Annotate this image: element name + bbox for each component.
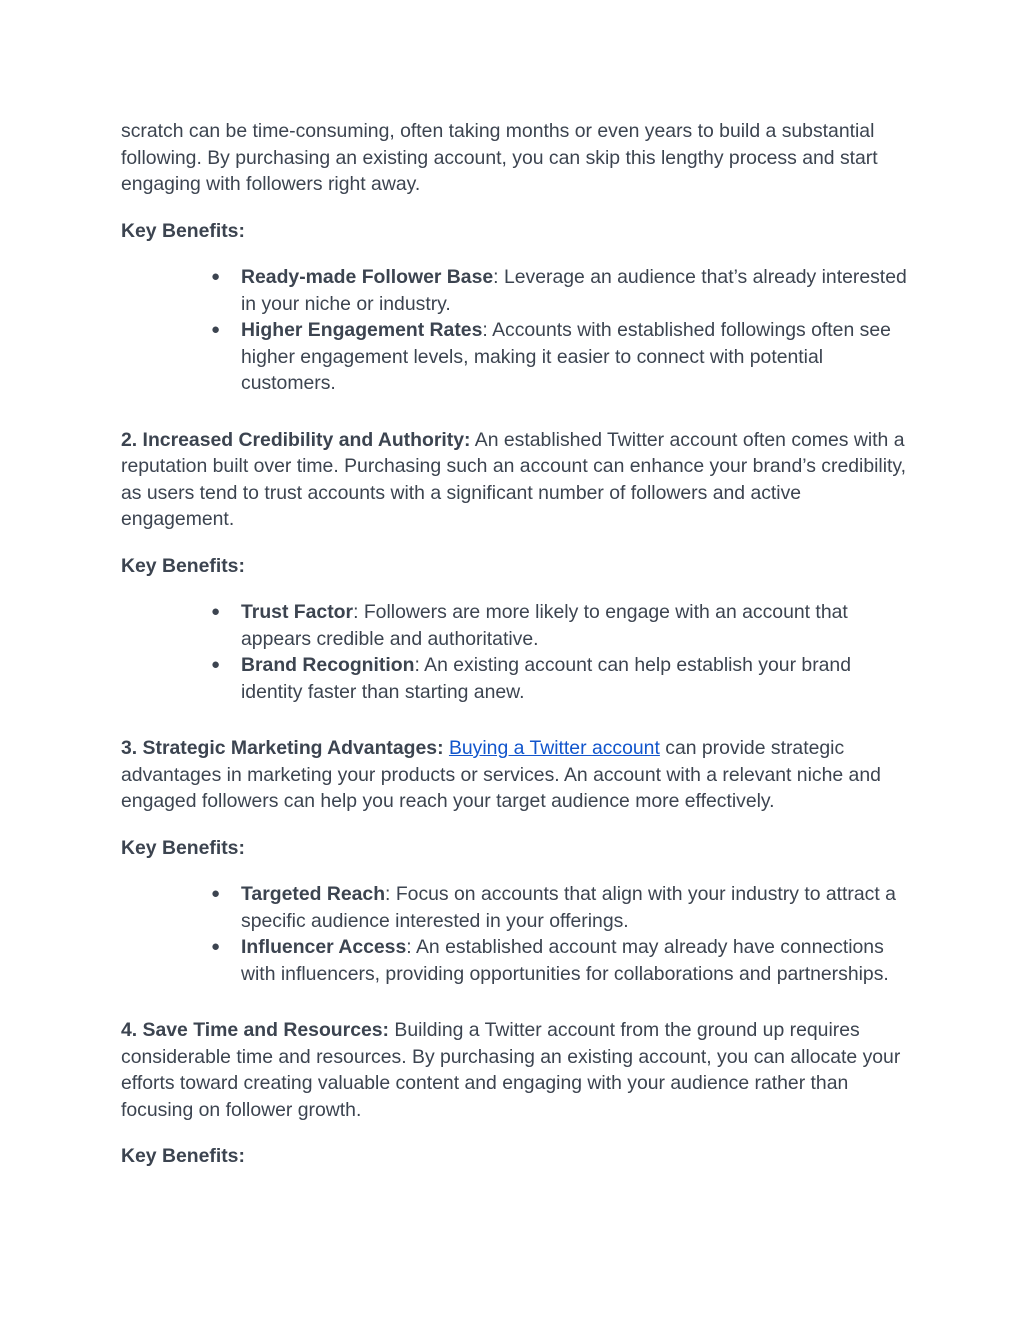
bullet-icon: ● xyxy=(211,321,221,338)
benefit-text: : Accounts with established followings often see higher engagement levels, making it easier to connect with potential customers. xyxy=(241,319,891,394)
section-4-heading: 4. Save Time and Resources: xyxy=(121,1019,390,1041)
benefit-text: : An existing account can help establish your brand identity faster than starting anew. xyxy=(241,654,852,703)
document-page xyxy=(121,118,911,1190)
list-item xyxy=(211,317,911,397)
bullet-icon: ● xyxy=(211,603,221,620)
benefit-title: Brand Recognition xyxy=(241,654,415,676)
benefits-list-1 xyxy=(121,264,911,397)
list-item xyxy=(211,652,911,705)
bullet-icon: ● xyxy=(211,268,221,285)
benefits-list-3 xyxy=(121,881,911,987)
key-benefits-heading: Key Benefits: xyxy=(121,219,245,242)
benefit-text: : An established account may already have connections with influencers, providing opportunities for collaborations and partnerships. xyxy=(241,936,889,985)
benefit-title: Targeted Reach xyxy=(241,883,386,905)
bullet-icon: ● xyxy=(211,656,221,673)
benefit-text: : Focus on accounts that align with your industry to attract a specific audience interested in your offerings. xyxy=(241,883,896,932)
section-4-text: Building a Twitter account from the ground up requires considerable time and resources. By purchasing an existing account, you can allocate your efforts toward creating valuable content and engaging with your audience rather than focusing on follower growth. xyxy=(121,1019,901,1121)
section-2-paragraph xyxy=(121,427,911,533)
section-2-heading: 2. Increased Credibility and Authority: xyxy=(121,428,471,451)
benefit-title: Ready-made Follower Base xyxy=(241,266,494,288)
list-item xyxy=(211,934,911,987)
benefit-title: Higher Engagement Rates xyxy=(241,319,483,341)
section-2-text: An established Twitter account often comes with a reputation built over time. Purchasing such an account can enhance your brand’s credibility, as users tend to trust accounts with a significant number of followers and active engagement. xyxy=(121,428,907,530)
bullet-icon: ● xyxy=(211,885,221,902)
key-benefits-heading: Key Benefits: xyxy=(121,554,245,577)
key-benefits-heading: Key Benefits: xyxy=(121,1145,245,1167)
list-item xyxy=(211,881,911,934)
list-item xyxy=(211,599,911,652)
list-item xyxy=(211,264,911,317)
benefit-text: : Leverage an audience that’s already interested in your niche or industry. xyxy=(241,266,907,315)
benefits-list-2 xyxy=(121,599,911,705)
section-3-text: can provide strategic advantages in marketing your products or services. An account with a relevant niche and engaged followers can help you reach your target audience more effectively. xyxy=(121,737,881,812)
benefit-title: Trust Factor xyxy=(241,601,354,623)
section-4-paragraph xyxy=(121,1017,911,1123)
key-benefits-heading: Key Benefits: xyxy=(121,836,245,859)
intro-paragraph: scratch can be time-consuming, often taking months or even years to build a substantial following. By purchasing an existing account, you can skip this lengthy process and start engaging with followers right away. xyxy=(121,120,878,195)
benefit-text: : Followers are more likely to engage with an account that appears credible and authoritative. xyxy=(241,601,848,650)
section-3-paragraph xyxy=(121,735,911,815)
benefit-title: Influencer Access xyxy=(241,936,407,958)
buying-twitter-account-link[interactable]: Buying a Twitter account xyxy=(448,737,660,759)
bullet-icon: ● xyxy=(211,938,221,955)
section-3-heading: 3. Strategic Marketing Advantages: xyxy=(121,737,444,759)
